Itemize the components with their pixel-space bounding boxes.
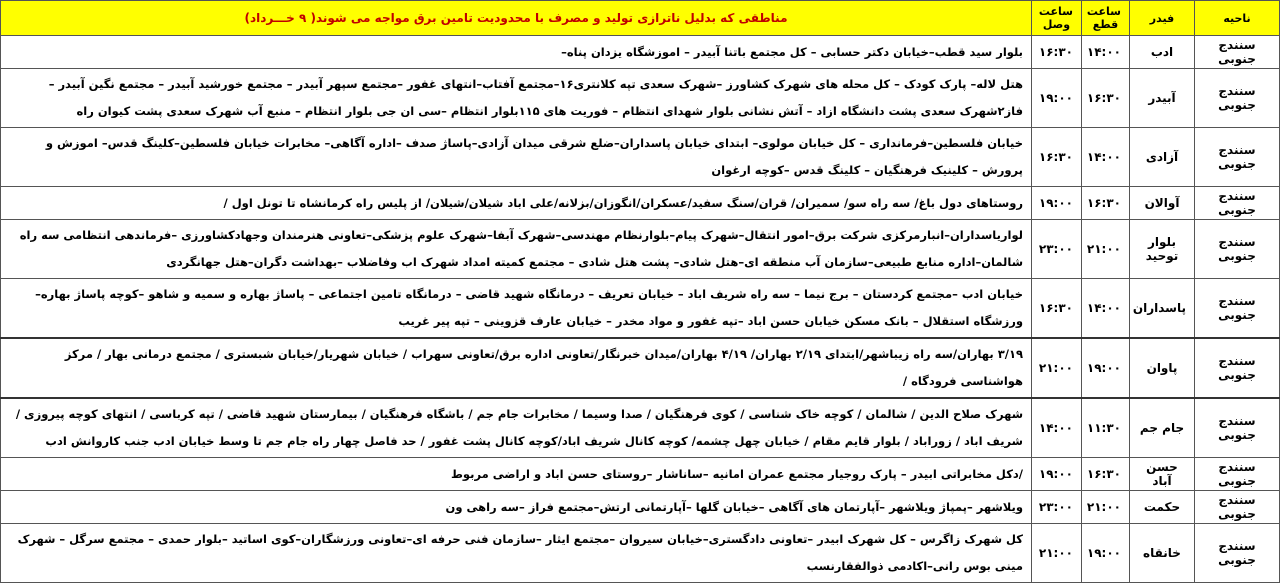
cut-time-cell: ۱۶:۳۰ <box>1082 458 1130 491</box>
feeder-cell: ادب <box>1130 36 1195 69</box>
table-row <box>1 338 1280 398</box>
feeder-cell: بلوار توحید <box>1130 220 1195 279</box>
areas-description-cell: هتل لاله– پارک کودک – کل محله های شهرک کشاورز –شهرک سعدی تپه کلانتری۱۶–مجتمع آفتاب–انتهای غفور –مجتمع سپهر آبیدر – مجتمع خورشید آبیدر – مجتمع نگین آبیدر –فاز۲شهرک سعدی پشت دانشگاه ازاد – آتش نشانی بلوار شهدای انتظام – فوریت های ۱۱۵بلوار انتظام –سی ان جی بلوار انتظام – منبع آب شهرک سعدی پشت کیوان راه <box>1 69 1032 128</box>
area-cell: سنندج جنوبی <box>1195 458 1280 491</box>
feeder-cell: پاوان <box>1130 338 1195 398</box>
cut-time-cell: ۱۴:۰۰ <box>1082 279 1130 339</box>
feeder-cell: آوالان <box>1130 187 1195 220</box>
connect-time-cell: ۲۳:۰۰ <box>1032 491 1082 524</box>
cut-time-cell: ۱۱:۳۰ <box>1082 398 1130 458</box>
area-cell: سنندج جنوبی <box>1195 187 1280 220</box>
connect-time-cell: ۱۶:۳۰ <box>1032 279 1082 339</box>
areas-description-cell: کل شهرک زاگرس – کل شهرک ابیدر –تعاونی دادگستری–خیابان سیروان –مجتمع ایثار –سازمان فنی حرفه ای–تعاونی ورزشگاران–کوی اساتید –بلوار حمدی – مجتمع سرگل – شهرک مینی بوس رانی–اکادمی ذوالفقارنسب <box>1 524 1032 583</box>
connect-time-cell: ۱۶:۳۰ <box>1032 36 1082 69</box>
area-cell: سنندج جنوبی <box>1195 338 1280 398</box>
area-cell: سنندج جنوبی <box>1195 524 1280 583</box>
cut-time-cell: ۱۹:۰۰ <box>1082 338 1130 398</box>
connect-time-cell: ۲۱:۰۰ <box>1032 524 1082 583</box>
area-cell: سنندج جنوبی <box>1195 36 1280 69</box>
areas-description-cell: ۳/۱۹ بهاران/سه راه زیباشهر/ابتدای ۲/۱۹ بهاران/ ۴/۱۹ بهاران/میدان خبرنگار/تعاونی اداره برق/تعاونی سهراب / خیابان شهریار/خیابان شبستری / مجتمع درمانی بهار / مرکز هواشناسی فرودگاه / <box>1 338 1032 398</box>
areas-description-cell: روستاهای دول باغ/ سه راه سو/ سمیران/ قران/سنگ سفید/عسکران/انگوزان/بزلانه/علی اباد شیلان/شیلان/ از پلیس راه کرمانشاه تا تونل اول / <box>1 187 1032 220</box>
area-cell: سنندج جنوبی <box>1195 220 1280 279</box>
feeder-cell: آبیدر <box>1130 69 1195 128</box>
connect-time-cell: ۱۴:۰۰ <box>1032 398 1082 458</box>
areas-description-cell: /دکل مخابراتی ابیدر – پارک روجیار مجتمع عمران امانیه –ساناشار –روستای حسن اباد و اراضی مربوط <box>1 458 1032 491</box>
area-cell: سنندج جنوبی <box>1195 398 1280 458</box>
feeder-cell: حکمت <box>1130 491 1195 524</box>
areas-description-cell: بلوار سید قطب–خیابان دکتر حسابی – کل مجتمع باتنا آبیدر – اموزشگاه یزدان پناه– <box>1 36 1032 69</box>
table-row <box>1 398 1280 458</box>
header-cut: ساعت قطع <box>1082 1 1130 36</box>
table-row <box>1 220 1280 279</box>
connect-time-cell: ۱۹:۰۰ <box>1032 458 1082 491</box>
table-row <box>1 69 1280 128</box>
connect-time-cell: ۱۶:۳۰ <box>1032 128 1082 187</box>
cut-time-cell: ۲۱:۰۰ <box>1082 491 1130 524</box>
cut-time-cell: ۱۶:۳۰ <box>1082 187 1130 220</box>
areas-description-cell: ویلاشهر –پمپاژ ویلاشهر –آپارتمان های آگاهی –خیابان گلها –آپارتمانی ارتش–مجتمع فراز –سه راهی ون <box>1 491 1032 524</box>
connect-time-cell: ۱۹:۰۰ <box>1032 187 1082 220</box>
areas-description-cell: خیابان ادب –مجتمع کردستان – برج نیما – سه راه شریف اباد – خیابان تعریف – درمانگاه شهید قاضی – درمانگاه تامین اجتماعی – پاساژ بهاره و سمیه و شاهو –کوچه پاساژ بهاره–ورزشگاه استقلال – بانک مسکن خیابان حسن اباد –تپه غفور و مواد مخدر – خیابان عارف قزوینی – تپه پیر غریب <box>1 279 1032 339</box>
table-row <box>1 36 1280 69</box>
table-title: مناطقی که بدلیل ناترازی تولید و مصرف با محدودیت تامین برق مواجه می شوند( ۹ خـــرداد) <box>1 1 1032 36</box>
cut-time-cell: ۱۴:۰۰ <box>1082 36 1130 69</box>
area-cell: سنندج جنوبی <box>1195 69 1280 128</box>
area-cell: سنندج جنوبی <box>1195 491 1280 524</box>
areas-description-cell: خیابان فلسطین–فرمانداری – کل خیابان مولوی– ابتدای خیابان پاسداران–ضلع شرقی میدان آزادی–پاساژ صدف –اداره آگاهی– مخابرات خیابان فلسطین–کلینگ قدس– اموزش و پرورش – کلینیک فرهنگیان – کلینگ قدس –کوچه ارغوان <box>1 128 1032 187</box>
table-row <box>1 491 1280 524</box>
table-row <box>1 279 1280 339</box>
header-connect: ساعت وصل <box>1032 1 1082 36</box>
header-row <box>1 1 1280 36</box>
areas-description-cell: لواریاسداران–انبارمرکزی شرکت برق–امور انتقال–شهرک پیام–بلوارنظام مهندسی–شهرک آبفا–شهرک علوم پزشکی–تعاونی هنرمندان وجهادکشاورزی –فرماندهی انتظامی سه راه شالمان–اداره منابع طبیعی–سازمان آب منطقه ای–هتل شادی– پشت هتل شادی – مجتمع کمیته امداد شهرک اب وفاضلاب –بهداشت دگران–هتل جهانگردی <box>1 220 1032 279</box>
cut-time-cell: ۲۱:۰۰ <box>1082 220 1130 279</box>
area-cell: سنندج جنوبی <box>1195 128 1280 187</box>
feeder-cell: آزادی <box>1130 128 1195 187</box>
table-row <box>1 458 1280 491</box>
feeder-cell: خانقاه <box>1130 524 1195 583</box>
area-cell: سنندج جنوبی <box>1195 279 1280 339</box>
areas-description-cell: شهرک صلاح الدین / شالمان / کوچه خاک شناسی / کوی فرهنگیان / صدا وسیما / مخابرات جام جم / باشگاه فرهنگیان / بیمارستان شهید قاضی / تپه کرباسی / انتهای کوچه پیروزی / شریف اباد / زوراباد / بلوار قایم مقام / خیابان چهل چشمه/ کوچه کانال شریف اباد/کوچه کانال پشت غفور / حد فاصل چهار راه جام جم تا وسط خیابان ادب جنب کاروانش ادب <box>1 398 1032 458</box>
header-feeder: فیدر <box>1130 1 1195 36</box>
table-row <box>1 128 1280 187</box>
cut-time-cell: ۱۶:۳۰ <box>1082 69 1130 128</box>
cut-time-cell: ۱۴:۰۰ <box>1082 128 1130 187</box>
connect-time-cell: ۱۹:۰۰ <box>1032 69 1082 128</box>
feeder-cell: جام جم <box>1130 398 1195 458</box>
table-row <box>1 187 1280 220</box>
feeder-cell: پاسداران <box>1130 279 1195 339</box>
table-row <box>1 524 1280 583</box>
feeder-cell: حسن آباد <box>1130 458 1195 491</box>
header-area[interactable]: ناحیه <box>1195 1 1280 36</box>
cut-time-cell: ۱۹:۰۰ <box>1082 524 1130 583</box>
connect-time-cell: ۲۳:۰۰ <box>1032 220 1082 279</box>
connect-time-cell: ۲۱:۰۰ <box>1032 338 1082 398</box>
